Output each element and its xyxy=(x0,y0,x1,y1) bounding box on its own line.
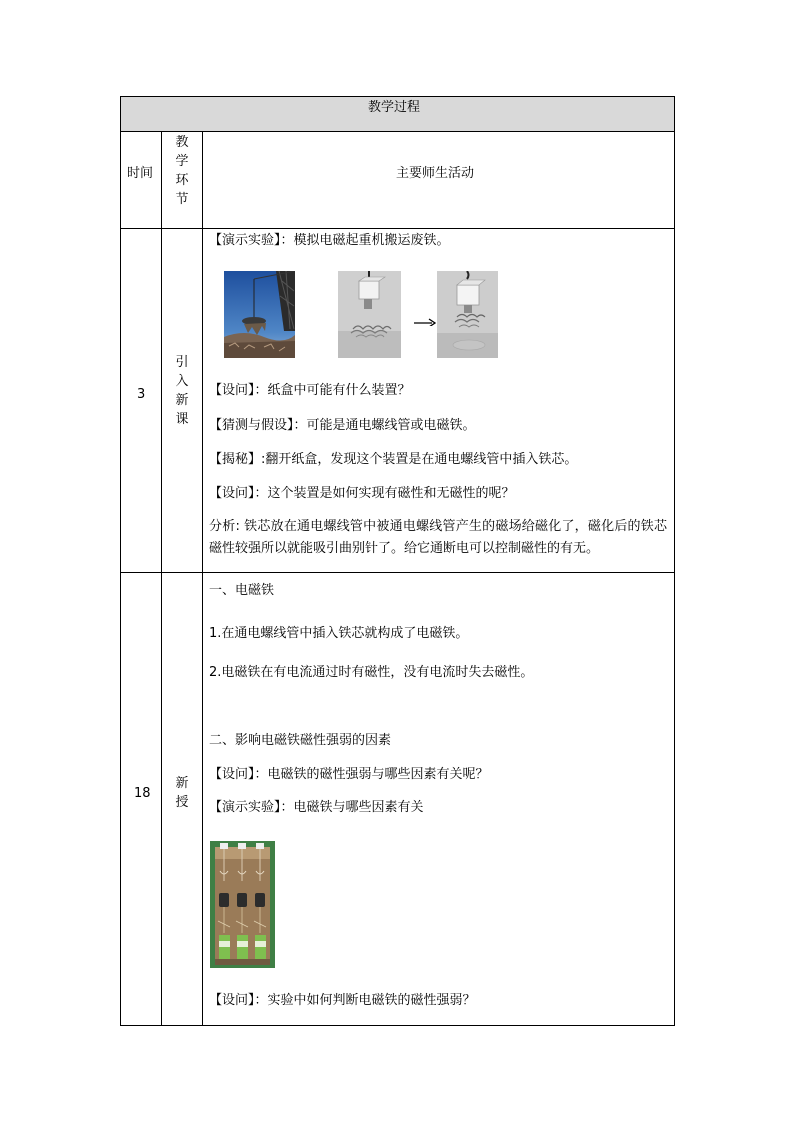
table-rule xyxy=(120,131,675,132)
row2-heading-1: 一、电磁铁 xyxy=(209,583,275,598)
row2-heading-2: 二、影响电磁铁磁性强弱的因素 xyxy=(209,733,392,748)
row2-question-2: 【设问】：实验中如何判断电磁铁的磁性强弱？ xyxy=(209,993,476,1008)
row1-question-2: 【设问】：这个装置是如何实现有磁性和无磁性的呢？ xyxy=(209,486,515,501)
row1-reveal: 【揭秘】:翻开纸盒，发现这个装置是在通电螺线管中插入铁芯。 xyxy=(209,452,578,467)
table-column-divider xyxy=(202,131,203,1026)
row2-stage: 新 授 xyxy=(175,776,189,810)
table-border-right xyxy=(674,96,675,1026)
table-border-top xyxy=(120,96,675,97)
row2-point-2: 2.电磁铁在有电流通过时有磁性，没有电流时失去磁性。 xyxy=(209,665,534,680)
table-title: 教学过程 xyxy=(368,100,421,115)
table-rule xyxy=(120,572,675,573)
table-rule xyxy=(120,228,675,229)
row1-time: 3 xyxy=(137,387,146,402)
row1-demo: 【演示实验】：模拟电磁起重机搬运废铁。 xyxy=(209,233,450,248)
electromagnet-experiment-photo xyxy=(210,841,275,968)
arrow-right-icon xyxy=(414,314,436,326)
row1-stage: 引 入 新 课 xyxy=(175,355,189,427)
crane-photo xyxy=(224,271,295,358)
row2-time: 18 xyxy=(134,786,151,801)
table-border-bottom xyxy=(120,1025,675,1026)
column-header-stage: 教 学 环 节 xyxy=(175,135,189,207)
table-column-divider xyxy=(161,131,162,1026)
row1-guess: 【猜测与假设】：可能是通电螺线管或电磁铁。 xyxy=(209,418,476,433)
row1-analysis: 分析: 铁芯放在通电螺线管中被通电螺线管产生的磁场给磁化了，磁化后的铁芯磁性较强所以就能吸引曲别针了。给它通断电可以控制磁性的有无。 xyxy=(209,519,667,556)
column-header-time: 时间 xyxy=(127,166,154,181)
row2-question-1: 【设问】：电磁铁的磁性强弱与哪些因素有关呢？ xyxy=(209,767,489,782)
table-border-left xyxy=(120,96,121,1026)
box-photo-after xyxy=(437,271,498,358)
column-header-activity: 主要师生活动 xyxy=(396,166,475,181)
box-photo-before xyxy=(338,271,401,358)
row2-demo: 【演示实验】：电磁铁与哪些因素有关 xyxy=(209,800,424,815)
row1-question-1: 【设问】：纸盒中可能有什么装置？ xyxy=(209,383,411,398)
row2-point-1: 1.在通电螺线管中插入铁芯就构成了电磁铁。 xyxy=(209,626,469,641)
